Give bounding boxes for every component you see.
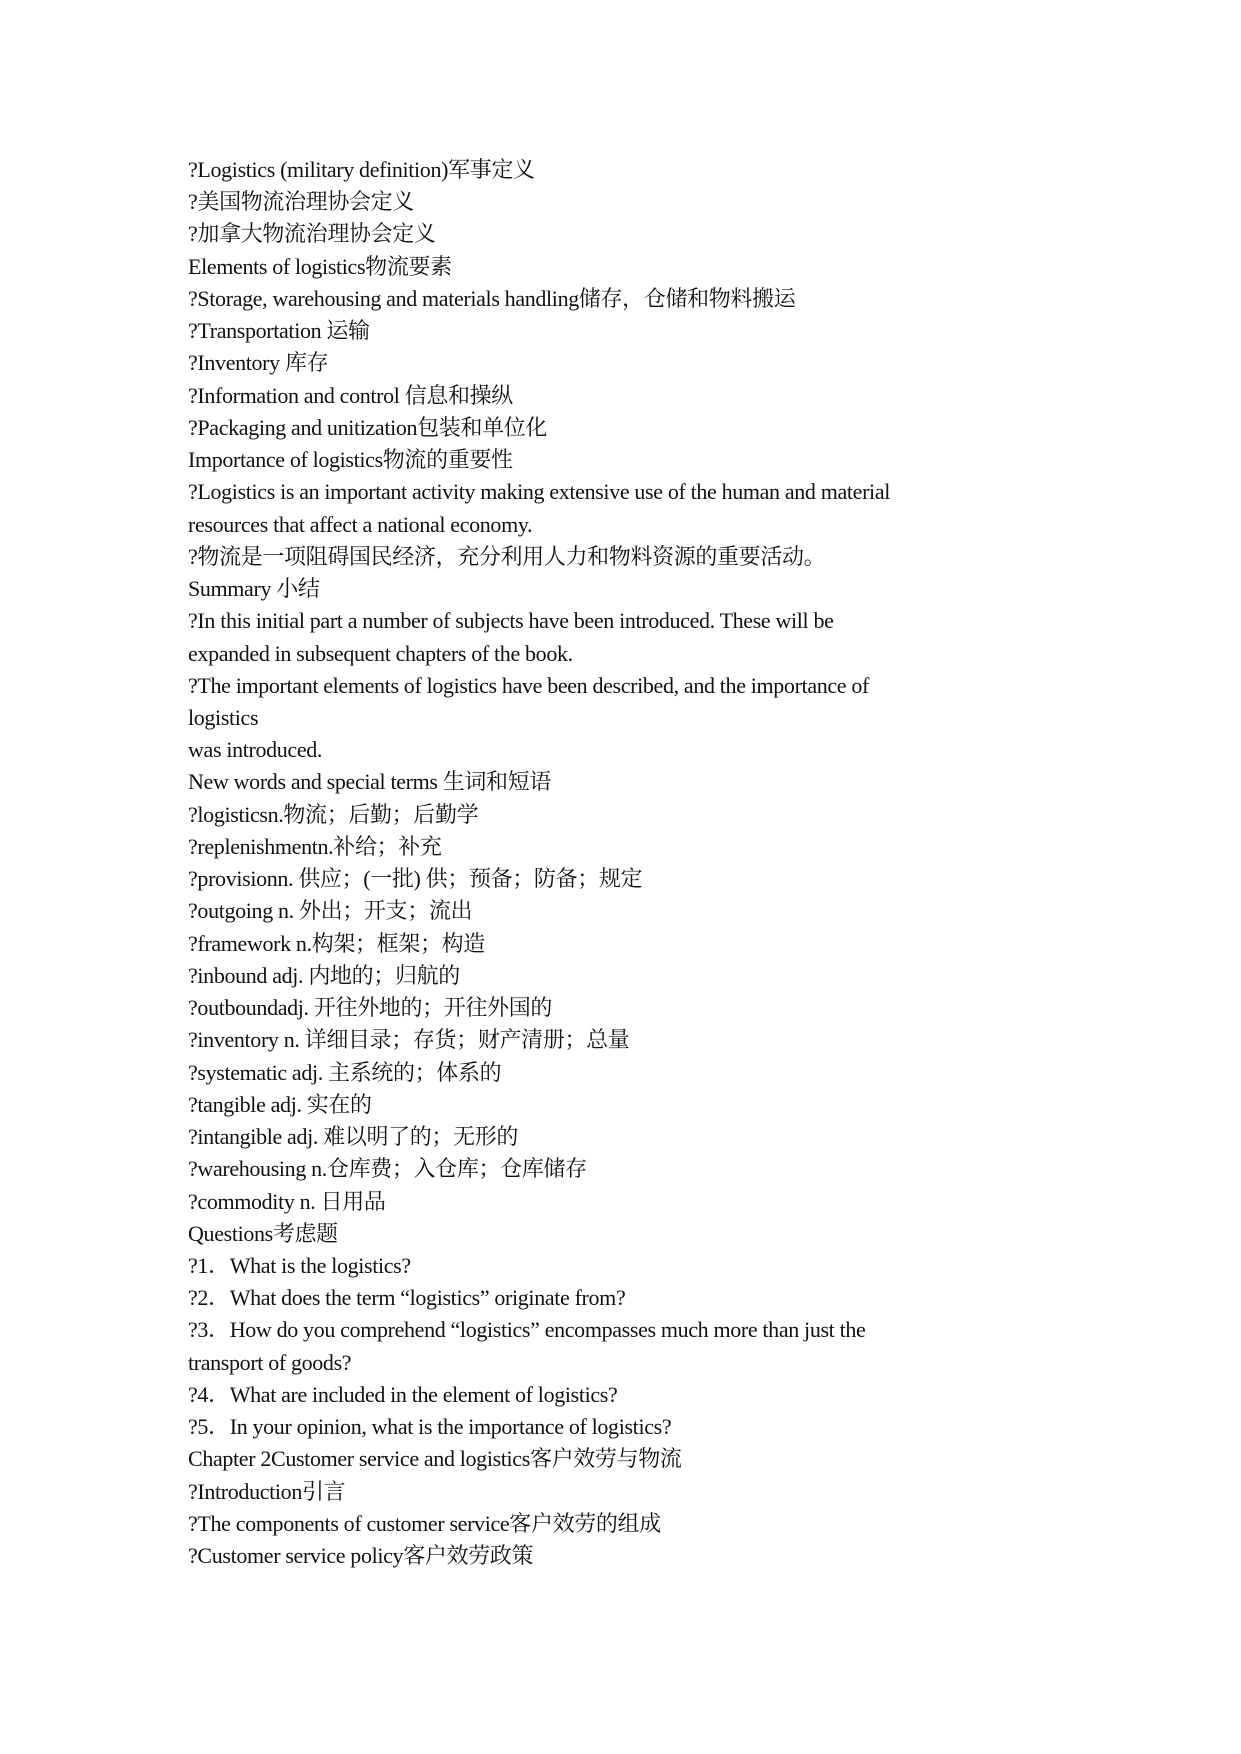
vocab-item: ?systematic adj. 主系统的；体系的 xyxy=(188,1059,502,1085)
text-line: ?美国物流治理协会定义 xyxy=(188,189,414,215)
text-line: ?物流是一项阻碍国民经济，充分利用人力和物料资源的重要活动。 xyxy=(188,543,826,569)
question-item: ?4．What are included in the element of logistics? xyxy=(188,1381,618,1407)
text-line: ?In this initial part a number of subjects have been introduced. These will be xyxy=(188,608,834,634)
text-line: was introduced. xyxy=(188,737,323,763)
vocab-item: ?inventory n. 详细目录；存货；财产清册；总量 xyxy=(188,1027,630,1053)
section-heading: Elements of logistics物流要素 xyxy=(188,253,452,279)
section-heading: Summary 小结 xyxy=(188,576,320,602)
question-item: ?5．In your opinion, what is the importance of logistics? xyxy=(188,1414,672,1440)
text-line: ?Inventory 库存 xyxy=(188,350,329,376)
text-line: ?Storage, warehousing and materials handling储存，仓储和物料搬运 xyxy=(188,285,796,311)
vocab-item: ?inbound adj. 内地的；归航的 xyxy=(188,962,460,988)
text-line: transport of goods? xyxy=(188,1349,352,1375)
question-item: ?2．What does the term “logistics” originate from? xyxy=(188,1285,626,1311)
text-line: ?Logistics is an important activity making extensive use of the human and material xyxy=(188,479,890,505)
vocab-item: ?intangible adj. 难以明了的；无形的 xyxy=(188,1124,519,1150)
text-line: ?Introduction引言 xyxy=(188,1478,346,1504)
document-page xyxy=(188,154,1088,1572)
text-line: ?Packaging and unitization包装和单位化 xyxy=(188,414,548,440)
text-line: ?The components of customer service客户效劳的组成 xyxy=(188,1510,661,1536)
text-line: logistics xyxy=(188,704,259,730)
vocab-item: ?warehousing n.仓库费；入仓库；仓库储存 xyxy=(188,1156,587,1182)
text-line: ?Transportation 运输 xyxy=(188,318,370,344)
vocab-item: ?logisticsn.物流；后勤；后勤学 xyxy=(188,801,479,827)
section-heading: Importance of logistics物流的重要性 xyxy=(188,447,513,473)
vocab-item: ?replenishmentn.补给；补充 xyxy=(188,833,442,859)
question-item: ?1．What is the logistics? xyxy=(188,1252,411,1278)
vocab-item: ?framework n.构架；框架；构造 xyxy=(188,930,485,956)
vocab-item: ?commodity n. 日用品 xyxy=(188,1188,386,1214)
vocab-item: ?provisionn. 供应；(一批) 供；预备；防备；规定 xyxy=(188,866,643,892)
text-line: ?The important elements of logistics have been described, and the importance of xyxy=(188,672,869,698)
vocab-item: ?outboundadj. 开往外地的；开往外国的 xyxy=(188,995,553,1021)
text-line: ?加拿大物流治理协会定义 xyxy=(188,221,436,247)
text-line: ?Information and control 信息和操纵 xyxy=(188,382,513,408)
text-line: ?Logistics (military definition)军事定义 xyxy=(188,157,535,182)
text-line: resources that affect a national economy. xyxy=(188,511,533,537)
section-heading: New words and special terms 生词和短语 xyxy=(188,769,551,795)
text-line: expanded in subsequent chapters of the book. xyxy=(188,640,573,666)
vocab-item: ?outgoing n. 外出；开支；流出 xyxy=(188,898,473,924)
section-heading: Questions考虑题 xyxy=(188,1220,338,1246)
vocab-item: ?tangible adj. 实在的 xyxy=(188,1091,372,1117)
question-item: ?3．How do you comprehend “logistics” encompasses much more than just the xyxy=(188,1317,866,1343)
text-line: ?Customer service policy客户效劳政策 xyxy=(188,1543,534,1569)
chapter-heading: Chapter 2Customer service and logistics客户效劳与物流 xyxy=(188,1446,682,1472)
